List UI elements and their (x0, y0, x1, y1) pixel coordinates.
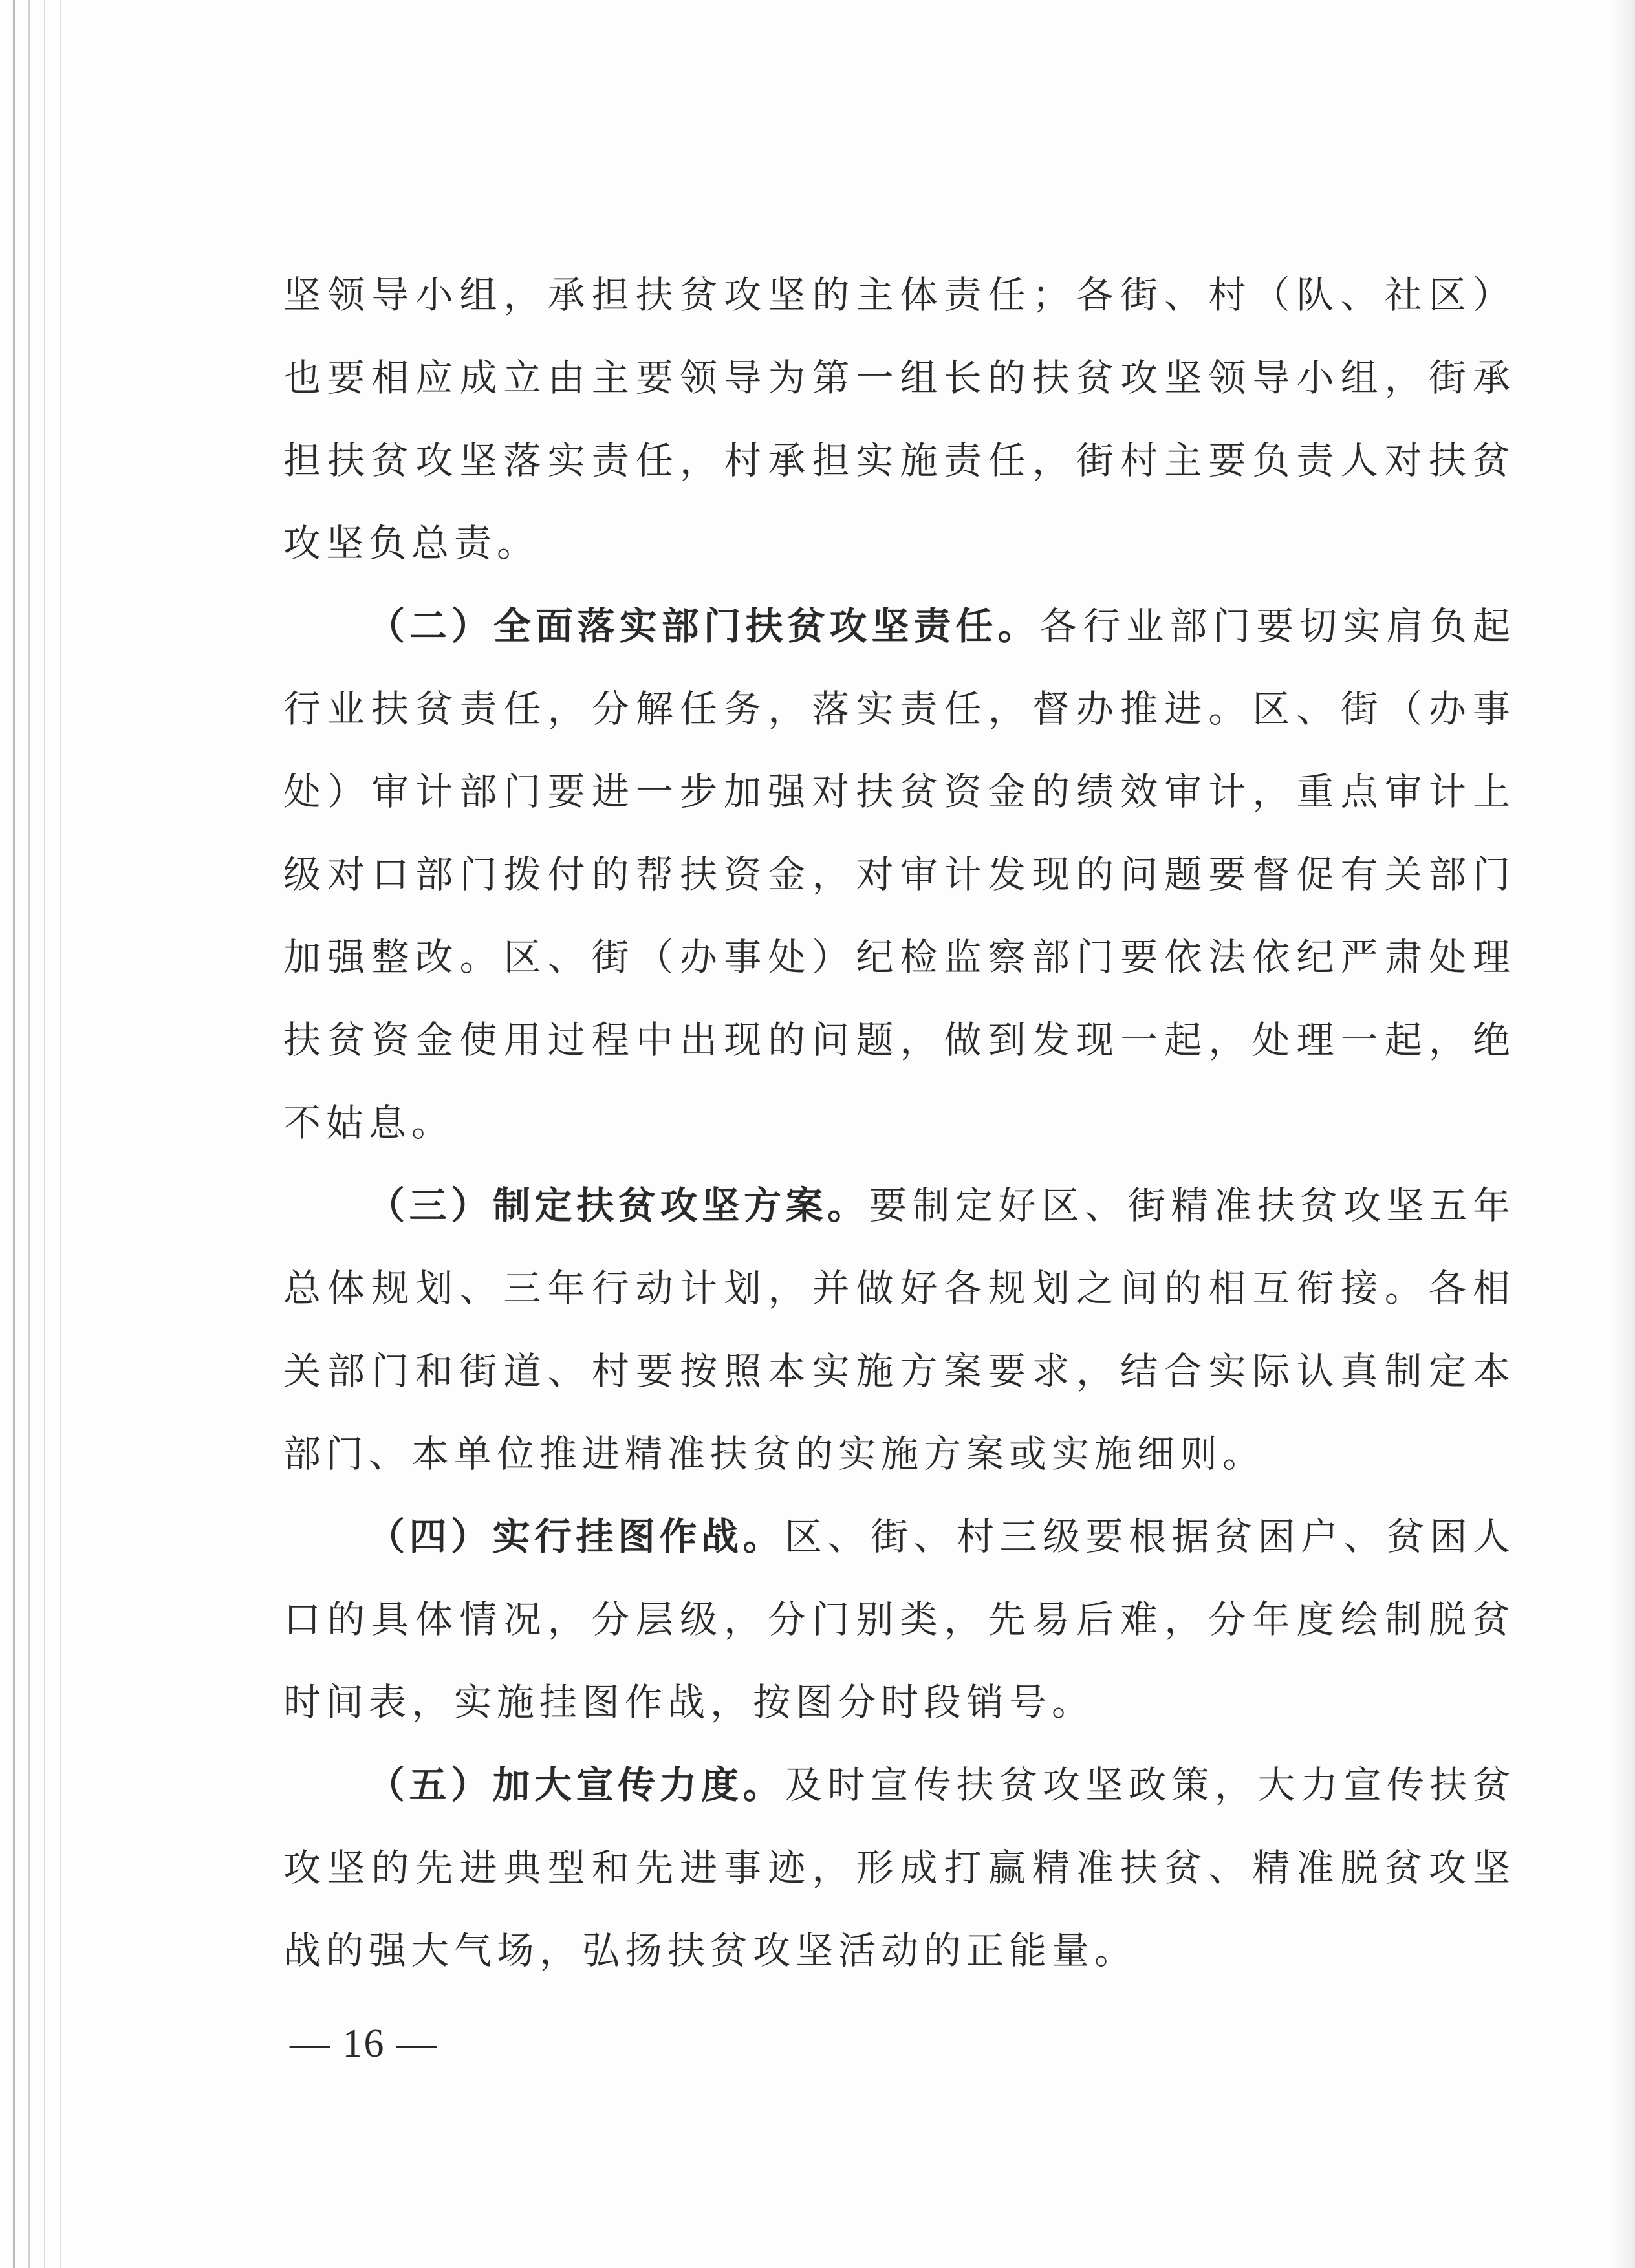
document-body (283, 254, 1515, 1992)
paragraph-1 (283, 254, 1515, 585)
page-number: — 16 — (290, 2022, 438, 2066)
scan-shadow (1609, 0, 1635, 2268)
paper-edge (28, 0, 30, 2268)
paper-edge (44, 0, 45, 2268)
paper-edge (13, 0, 15, 2268)
section-heading: （二）全面落实部门扶贫攻坚责任。 (367, 604, 1040, 648)
paragraph-text: 及时宣传扶贫攻坚政策，大力宣传扶贫攻坚的先进典型和先进事迹，形成打赢精准扶贫、精准脱贫攻坚战的强大气场，弘扬扶贫攻坚活动的正能量。 (283, 1763, 1515, 1972)
paragraph-text: 区、街、村三级要根据贫困户、贫困人口的具体情况，分层级，分门别类，先易后难，分年度绘制脱贫时间表，实施挂图作战，按图分时段销号。 (283, 1515, 1515, 1724)
paragraph-4 (283, 1495, 1515, 1744)
section-heading: （五）加大宣传力度。 (367, 1763, 785, 1807)
paragraph-text: 要制定好区、街精准扶贫攻坚五年总体规划、三年行动计划，并做好各规划之间的相互衔接。各相关部门和街道、村要按照本实施方案要求，结合实际认真制定本部门、本单位推进精准扶贫的实施方案或实施细则。 (283, 1183, 1515, 1476)
paper-edge (60, 0, 61, 2268)
section-heading: （三）制定扶贫攻坚方案。 (367, 1183, 869, 1227)
paragraph-text: 坚领导小组，承担扶贫攻坚的主体责任；各街、村（队、社区）也要相应成立由主要领导为第一组长的扶贫攻坚领导小组，街承担扶贫攻坚落实责任，村承担实施责任，街村主要负责人对扶贫攻坚负总责。 (283, 273, 1515, 565)
paragraph-5 (283, 1744, 1515, 1992)
paragraph-2 (283, 585, 1515, 1164)
section-heading: （四）实行挂图作战。 (367, 1515, 785, 1559)
paragraph-text: 各行业部门要切实肩负起行业扶贫责任，分解任务，落实责任，督办推进。区、街（办事处）审计部门要进一步加强对扶贫资金的绩效审计，重点审计上级对口部门拨付的帮扶资金，对审计发现的问题要督促有关部门加强整改。区、街（办事处）纪检监察部门要依法依纪严肃处理扶贫资金使用过程中出现的问题，做到发现一起，处理一起，绝不姑息。 (283, 604, 1515, 1145)
paragraph-3 (283, 1164, 1515, 1495)
